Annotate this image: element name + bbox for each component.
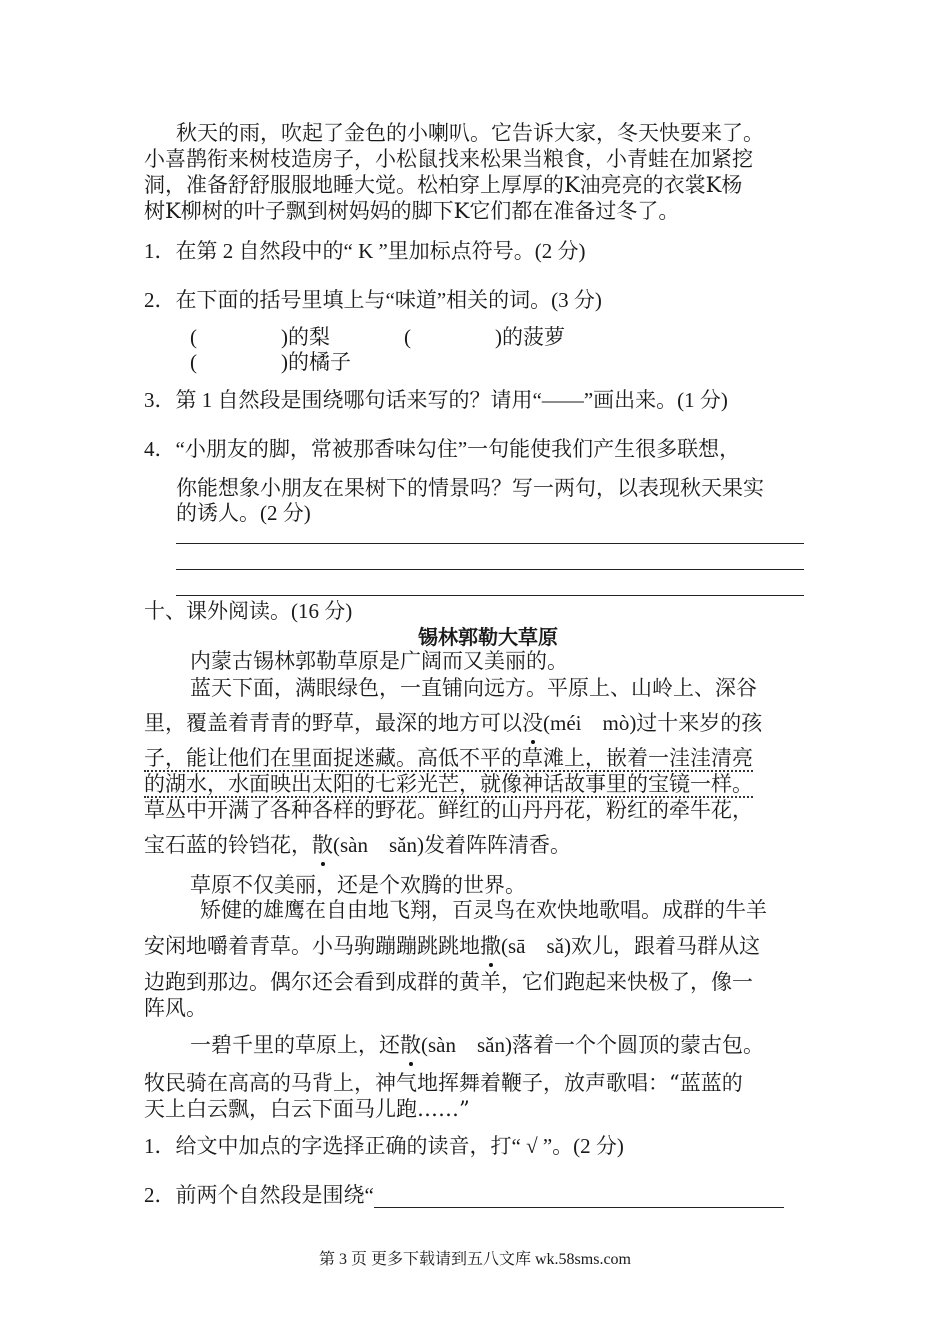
question-4-line: 你能想象小朋友在果树下的情景吗？写一两句，以表现秋天果实	[176, 476, 764, 500]
dotted-character: 散	[400, 1033, 421, 1057]
wavy-underline-text: 的湖水，水面映出太阳的七彩光芒，就像神话故事里的宝镜一样。	[144, 772, 753, 796]
answer-blank-tangerine[interactable]: ( )的橘子	[190, 350, 351, 374]
paragraph-line	[144, 832, 571, 858]
text-segment: 宝石蓝的铃铛花，	[144, 833, 312, 857]
reading-question-2	[144, 1182, 784, 1208]
passage-line: 秋天的雨，吹起了金色的小喇叭。它告诉大家，冬天快要来了。	[176, 121, 764, 145]
paragraph-line: 边跑到那边。偶尔还会看到成群的黄羊，它们跑起来快极了，像一	[144, 970, 753, 994]
reading-question-1: 1．给文中加点的字选择正确的读音，打“ √ ”。(2 分)	[144, 1134, 624, 1158]
text-segment: 里，覆盖着青青的野草，最深的地方可以	[144, 711, 522, 735]
passage-line: 洞，准备舒舒服服地睡大觉。松柏穿上厚厚的K油亮亮的衣裳K杨	[144, 173, 743, 197]
answer-blank-pineapple[interactable]: ( )的菠萝	[404, 325, 565, 349]
paragraph-line	[144, 710, 762, 736]
paragraph-line: 草原不仅美丽，还是个欢腾的世界。	[190, 873, 526, 897]
answer-line[interactable]	[176, 543, 804, 544]
dotted-character: 撒	[480, 934, 501, 958]
page-footer: 第 3 页 更多下载请到五八文库 wk.58sms.com	[318, 1251, 631, 1268]
question-4-line: 4．“小朋友的脚，常被那香味勾住”一句能使我们产生很多联想，	[144, 437, 741, 461]
paragraph-line	[190, 1032, 764, 1058]
answer-line[interactable]	[176, 569, 804, 570]
pronunciation-options[interactable]: (sā sǎ)欢儿，跟着马群从这	[501, 934, 760, 958]
paragraph-line	[144, 745, 753, 771]
paragraph-line: 内蒙古锡林郭勒草原是广阔而又美丽的。	[190, 649, 568, 673]
passage-title: 锡林郭勒大草原	[418, 625, 558, 649]
pronunciation-options[interactable]: (sàn sǎn)落着一个个圆顶的蒙古包。	[421, 1033, 764, 1057]
pronunciation-options[interactable]: (méi mò)过十来岁的孩	[543, 711, 763, 735]
question-1: 1．在第 2 自然段中的“ K ”里加标点符号。(2 分)	[144, 239, 586, 263]
wavy-underline-text: 子，能让他们在里面捉迷藏。高低不平的草滩上，嵌着一洼洼清亮	[144, 746, 753, 770]
answer-line[interactable]	[176, 595, 804, 596]
text-segment: 一碧千里的草原上，还	[190, 1033, 400, 1057]
paragraph-line	[144, 771, 753, 797]
paragraph-line: 蓝天下面，满眼绿色，一直铺向远方。平原上、山岭上、深谷	[190, 676, 757, 700]
paragraph-line: 草丛中开满了各种各样的野花。鲜红的山丹丹花，粉红的牵牛花，	[144, 798, 753, 822]
paragraph-line	[144, 933, 760, 959]
paragraph-line: 阵风。	[144, 996, 207, 1020]
paragraph-line: 天上白云飘，白云下面马儿跑……”	[144, 1097, 470, 1121]
paragraph-line: 牧民骑在高高的马背上，神气地挥舞着鞭子，放声歌唱：“蓝蓝的	[144, 1071, 743, 1095]
pronunciation-options[interactable]: (sàn sǎn)发着阵阵清香。	[333, 833, 571, 857]
answer-blank-pear[interactable]: ( )的梨	[190, 325, 330, 349]
question-2: 2．在下面的括号里填上与“味道”相关的词。(3 分)	[144, 288, 602, 312]
dotted-character: 散	[312, 833, 333, 857]
question-text: 2．前两个自然段是围绕“	[144, 1183, 374, 1207]
paragraph-line: 矫健的雄鹰在自由地飞翔，百灵鸟在欢快地歌唱。成群的牛羊	[200, 898, 767, 922]
passage-line: 树K柳树的叶子飘到树妈妈的脚下K它们都在准备过冬了。	[144, 199, 680, 223]
question-3: 3．第 1 自然段是围绕哪句话来写的？请用“——”画出来。(1 分)	[144, 388, 728, 412]
text-segment: 安闲地嚼着青草。小马驹蹦蹦跳跳地	[144, 934, 480, 958]
passage-line: 小喜鹊衔来树枝造房子，小松鼠找来松果当粮食，小青蛙在加紧挖	[144, 147, 753, 171]
section-heading: 十、课外阅读。(16 分)	[144, 599, 353, 623]
answer-blank[interactable]	[374, 1185, 784, 1208]
question-4-line: 的诱人。(2 分)	[176, 501, 311, 525]
dotted-character: 没	[522, 711, 543, 735]
